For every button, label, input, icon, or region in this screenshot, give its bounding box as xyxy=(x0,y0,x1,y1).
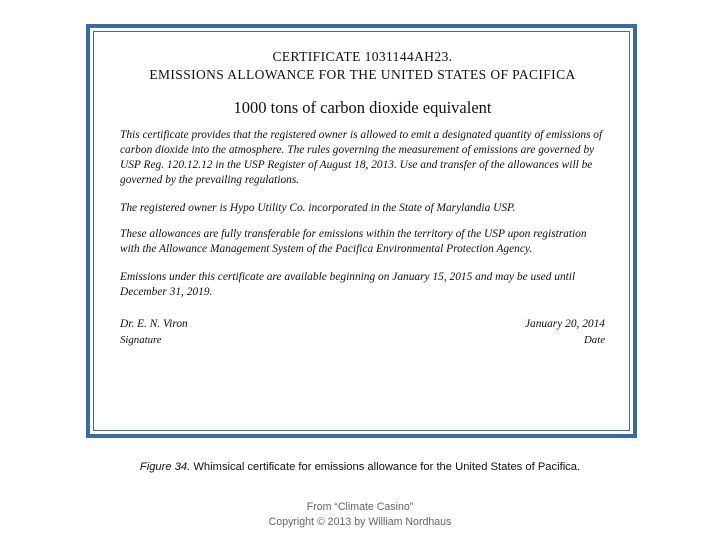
date-label: Date xyxy=(584,334,605,346)
certificate-frame xyxy=(86,24,637,438)
signature-row xyxy=(120,316,605,332)
source-credit-line: From “Climate Casino” xyxy=(306,501,414,513)
figure-caption xyxy=(0,461,720,473)
certificate-paragraph-owner: The registered owner is Hypo Utility Co. incorporated in the State of Marylandia USP. xyxy=(120,202,516,214)
signature-label: Signature xyxy=(120,334,162,346)
certificate-paragraph-terms: This certificate provides that the registered owner is allowed to emit a designated quantity of emissions of carbon dioxide into the atmosphere. The rules governing the measurement of emissions are governed by USP Reg. 120.12.12 in the USP Register of August 18, 2013. Use and transfer of the allowances will be governed by the prevailing regulations. xyxy=(120,129,603,186)
certificate-paragraph-validity: Emissions under this certificate are available beginning on January 15, 2015 and may be used until December 31, 2019. xyxy=(120,271,576,298)
certificate-body xyxy=(120,48,605,348)
signature-labels-row xyxy=(120,332,605,348)
signer-name: Dr. E. N. Viron xyxy=(120,318,188,330)
copyright-line: Copyright © 2013 by William Nordhaus xyxy=(268,516,452,528)
certificate-heading: EMISSIONS ALLOWANCE FOR THE UNITED STATES OF PACIFICA xyxy=(149,67,576,82)
signature-date: January 20, 2014 xyxy=(524,318,605,330)
figure-caption-text: Whimsical certificate for emissions allowance for the United States of Pacifica. xyxy=(190,461,581,473)
certificate-amount: 1000 tons of carbon dioxide equivalent xyxy=(233,98,492,117)
figure-label: Figure 34. xyxy=(139,461,191,473)
source-credit xyxy=(0,500,720,530)
certificate-number: CERTIFICATE 1031144AH23. xyxy=(272,49,453,64)
certificate-paragraph-transfer: These allowances are fully transferable for emissions within the territory of the USP upon registration with the Allowance Management System of the Pacifica Environmental Protection Agency. xyxy=(120,228,587,255)
